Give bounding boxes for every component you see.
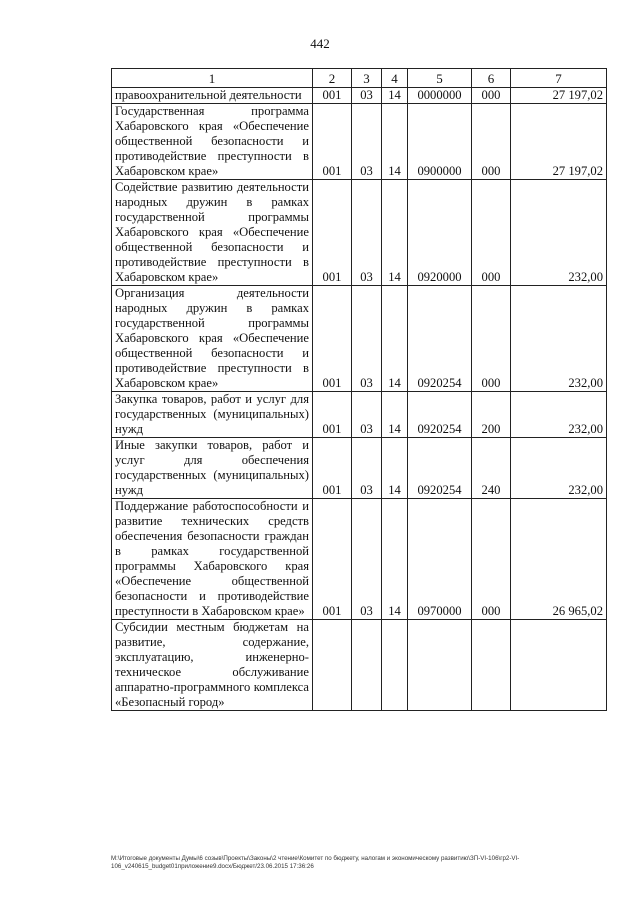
row-amount [511, 620, 607, 711]
header-col-6: 6 [472, 69, 511, 88]
row-code-5: 0000000 [408, 88, 472, 104]
table-row [112, 499, 607, 620]
table-row [112, 180, 607, 286]
row-amount: 232,00 [511, 180, 607, 286]
row-code-3: 03 [352, 392, 382, 438]
header-col-4: 4 [382, 69, 408, 88]
table-row [112, 286, 607, 392]
header-row [112, 69, 607, 88]
row-code-2 [313, 620, 352, 711]
table-row [112, 104, 607, 180]
row-name: Содействие развитию деятельности народных дружин в рамках государственной программы Хабаровского края «Обеспечение общественной безопасности и противодействие преступности в Хабаровском крае» [112, 180, 313, 286]
row-amount: 232,00 [511, 286, 607, 392]
row-code-2: 001 [313, 392, 352, 438]
row-name: правоохранительной деятельности [112, 88, 313, 104]
row-code-4: 14 [382, 88, 408, 104]
row-code-4: 14 [382, 286, 408, 392]
row-code-3: 03 [352, 499, 382, 620]
row-code-4 [382, 620, 408, 711]
row-amount: 232,00 [511, 438, 607, 499]
row-code-5: 0920254 [408, 392, 472, 438]
row-code-4: 14 [382, 499, 408, 620]
row-code-6: 000 [472, 286, 511, 392]
row-name: Государственная программа Хабаровского края «Обеспечение общественной безопасности и противодействие преступности в Хабаровском крае» [112, 104, 313, 180]
row-code-2: 001 [313, 499, 352, 620]
budget-table [111, 68, 607, 711]
row-code-6: 000 [472, 104, 511, 180]
header-col-2: 2 [313, 69, 352, 88]
table-row [112, 88, 607, 104]
row-code-3: 03 [352, 104, 382, 180]
row-code-3: 03 [352, 286, 382, 392]
table-row [112, 620, 607, 711]
row-code-5: 0920000 [408, 180, 472, 286]
row-code-5: 0970000 [408, 499, 472, 620]
page-number: 442 [310, 36, 330, 51]
row-amount: 232,00 [511, 392, 607, 438]
row-code-2: 001 [313, 180, 352, 286]
row-code-3: 03 [352, 438, 382, 499]
row-code-5: 0920254 [408, 286, 472, 392]
row-code-3: 03 [352, 88, 382, 104]
row-code-6: 240 [472, 438, 511, 499]
row-code-5: 0900000 [408, 104, 472, 180]
row-code-3: 03 [352, 180, 382, 286]
row-code-4: 14 [382, 438, 408, 499]
row-code-5 [408, 620, 472, 711]
row-code-2: 001 [313, 286, 352, 392]
row-code-3 [352, 620, 382, 711]
header-col-7: 7 [511, 69, 607, 88]
row-code-6: 000 [472, 180, 511, 286]
row-name: Организация деятельности народных дружин в рамках государственной программы Хабаровского края «Обеспечение общественной безопасности и противодействие преступности в Хабаровском крае» [112, 286, 313, 392]
row-code-6 [472, 620, 511, 711]
document-path-footer: M:\Итоговые документы Думы\6 созыв\Проекты\Законы\2 чтение\Комитет по бюджету, налогам и экономическому развитию\ЗП-VI-106\гр2-VI-106_v240615_budget01приложение9.docx/Бюджет/23.06.2015 17:36:26 [111, 855, 520, 870]
row-name: Поддержание работоспособности и развитие технических средств обеспечения безопасности граждан в рамках государственной программы Хабаровского края «Обеспечение общественной безопасности и противодействие преступности в Хабаровском крае» [112, 499, 313, 620]
row-code-2: 001 [313, 88, 352, 104]
row-code-6: 000 [472, 88, 511, 104]
row-amount: 27 197,02 [511, 88, 607, 104]
row-name: Закупка товаров, работ и услуг для государственных (муниципальных) нужд [112, 392, 313, 438]
row-code-6: 200 [472, 392, 511, 438]
row-amount: 27 197,02 [511, 104, 607, 180]
row-code-6: 000 [472, 499, 511, 620]
row-code-2: 001 [313, 438, 352, 499]
row-code-4: 14 [382, 180, 408, 286]
row-name: Иные закупки товаров, работ и услуг для обеспечения государственных (муниципальных) нужд [112, 438, 313, 499]
row-code-2: 001 [313, 104, 352, 180]
row-name: Субсидии местным бюджетам на развитие, содержание, эксплуатацию, инженерно-техническое обслуживание аппаратно-программного комплекса «Безопасный город» [112, 620, 313, 711]
header-col-3: 3 [352, 69, 382, 88]
header-col-1: 1 [112, 69, 313, 88]
table-row [112, 438, 607, 499]
table-row [112, 392, 607, 438]
row-amount: 26 965,02 [511, 499, 607, 620]
row-code-4: 14 [382, 392, 408, 438]
row-code-5: 0920254 [408, 438, 472, 499]
header-col-5: 5 [408, 69, 472, 88]
row-code-4: 14 [382, 104, 408, 180]
